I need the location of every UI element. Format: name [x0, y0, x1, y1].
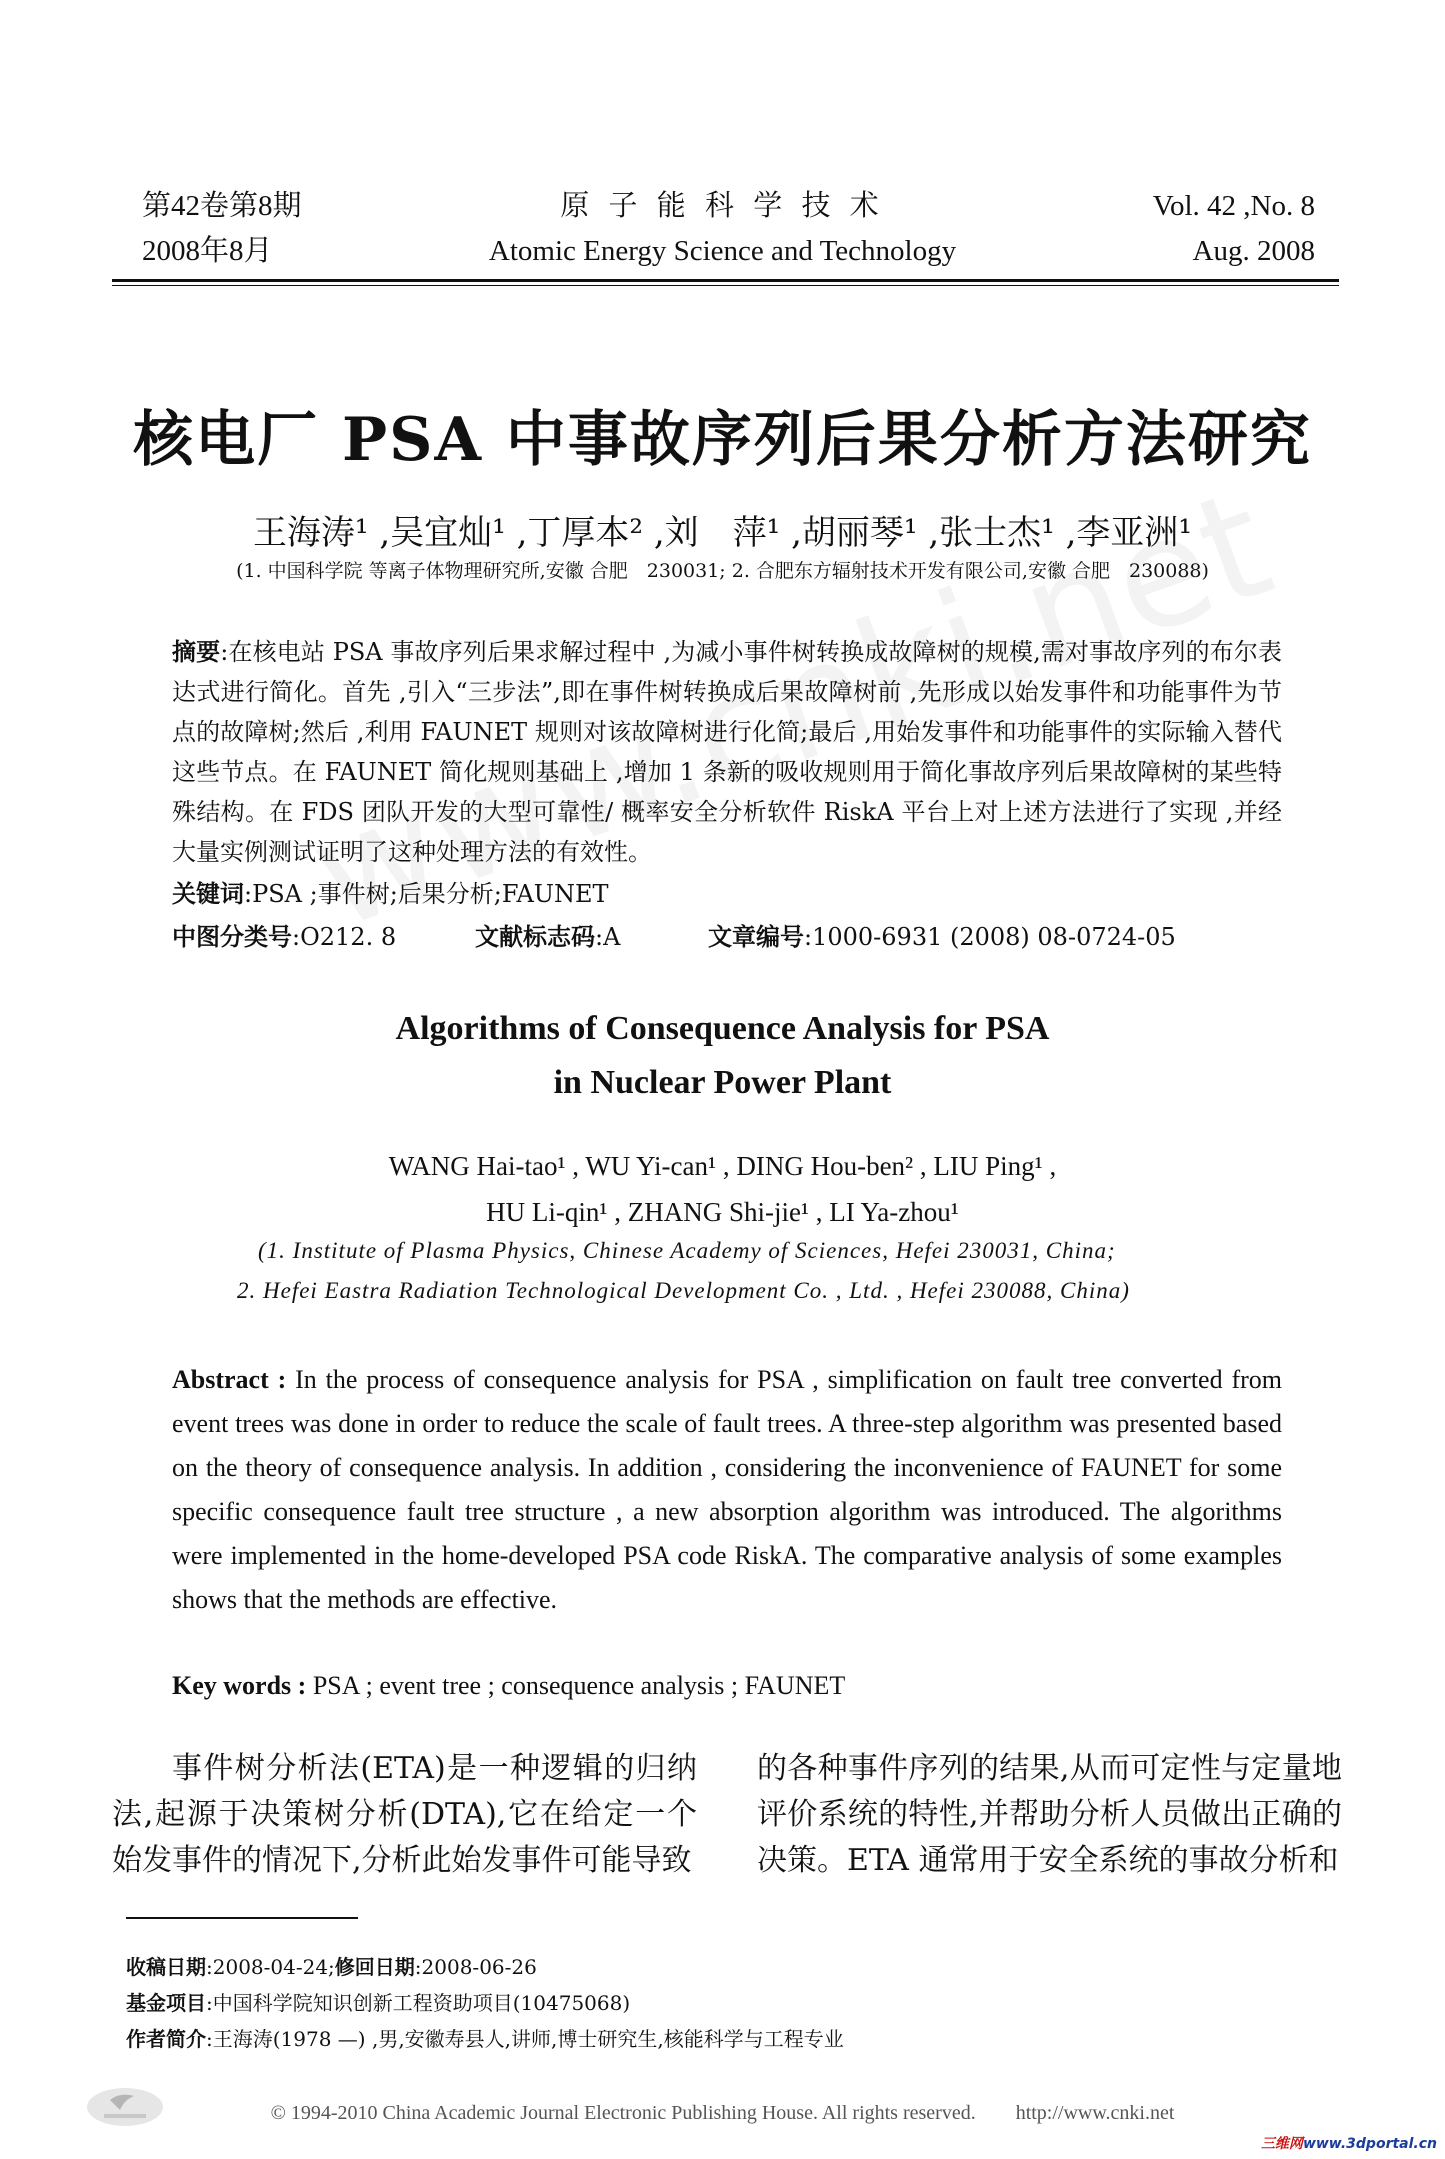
abstract-en: [172, 1358, 1282, 1622]
header-rule-thick: [112, 279, 1339, 282]
abstract-en-label: Abstract :: [172, 1365, 287, 1394]
body-column-right: [757, 1746, 1342, 1884]
clc-label: 中图分类号: [172, 922, 292, 951]
abstract-zh: [172, 632, 1282, 872]
journal-name-en: Atomic Energy Science and Technology: [488, 235, 957, 267]
bio-value: :王海涛(1978 —) ,男,安徽寿县人,讲师,博士研究生,核能科学与工程专业: [206, 2027, 844, 2051]
copyright-footer: © 1994-2010 China Academic Journal Electronic Publishing House. All rights reserved. http://www.cnki.net: [270, 2102, 1175, 2124]
abstract-en-text: In the process of consequence analysis for PSA , simplification on fault tree converted from event trees was done in order to reduce the scale of fault trees. A three-step algorithm was presented based on the theory of consequence analysis. In addition , considering the inconvenience of FAUNET for some specific consequence fault tree structure , a new absorption algorithm was introduced. The algorithms were implemented in the home-developed PSA code RiskA. The comparative analysis of some examples shows that the methods are effective.: [172, 1365, 1282, 1614]
volume-issue-zh: 第42卷第8期: [142, 190, 302, 222]
footnote-funding: [126, 1986, 630, 2020]
keywords-zh-label: 关键词: [172, 879, 244, 908]
body-column-left: [112, 1746, 697, 1884]
body-left-text: 事件树分析法(ETA)是一种逻辑的归纳法,起源于决策树分析(DTA),它在给定一个始发事件的情况下,分析此始发事件可能导致: [112, 1751, 697, 1878]
received-label: 收稿日期: [126, 1955, 206, 1979]
abstract-zh-label: 摘要: [172, 637, 221, 666]
article-no-label: 文章编号: [708, 922, 804, 951]
doc-code-value: :A: [595, 923, 621, 951]
footnote-author-bio: [126, 2022, 844, 2056]
authors-zh: 王海涛¹ ,吴宜灿¹ ,丁厚本² ,刘 萍¹ ,胡丽琴¹ ,张士杰¹ ,李亚洲¹: [252, 513, 1193, 553]
abstract-zh-text: :在核电站 PSA 事故序列后果求解过程中 ,为减小事件树转换成故障树的规模,需对事故序列的布尔表达式进行简化。首先 ,引入“三步法”,即在事件树转换成后果故障树前 ,先形成以始发事件和功能事件为节点的故障树;然后 ,利用 FAUNET 规则对该故障树进行化简;最后 ,用始发事件和功能事件的实际输入替代这些节点。在 FAUNET 简化规则基础上 ,增加 1 条新的吸收规则用于简化事故序列后果故障树的某些特殊结构。在 FDS 团队开发的大型可靠性/ 概率安全分析软件 RiskA 平台上对上述方法进行了实现 ,并经大量实例测试证明了这种处理方法的有效性。: [172, 638, 1282, 866]
body-right-text: 的各种事件序列的结果,从而可定性与定量地评价系统的特性,并帮助分析人员做出正确的决策。ETA 通常用于安全系统的事故分析和: [757, 1751, 1342, 1878]
keywords-en-label: Key words :: [172, 1671, 307, 1700]
clc-value: :O212. 8: [292, 923, 397, 951]
bio-label: 作者简介: [126, 2027, 206, 2051]
revised-value: :2008-06-26: [414, 1955, 537, 1979]
doc-code-label: 文献标志码: [475, 922, 595, 951]
site-badge-part1: 三维网: [1260, 2136, 1303, 2152]
date-zh: 2008年8月: [142, 235, 273, 267]
keywords-en: [172, 1664, 1282, 1708]
fund-label: 基金项目: [126, 1991, 206, 2015]
article-no-value: :1000-6931 (2008) 08-0724-05: [804, 923, 1176, 951]
volume-issue-en: Vol. 42 ,No. 8: [1152, 190, 1315, 222]
keywords-en-text: PSA ; event tree ; consequence analysis ; FAUNET: [306, 1671, 846, 1700]
footnote-dates: [126, 1950, 537, 1984]
keywords-zh: [172, 874, 1282, 914]
paper-title-zh: 核电厂 PSA 中事故序列后果分析方法研究: [133, 405, 1312, 475]
footnote-rule: [126, 1917, 358, 1919]
keywords-zh-text: :PSA ;事件树;后果分析;FAUNET: [244, 880, 609, 908]
authors-en-line2: HU Li-qin¹ , ZHANG Shi-jie¹ , LI Ya-zhou¹: [486, 1197, 959, 1227]
site-badge[interactable]: [1261, 2133, 1437, 2153]
fund-value: :中国科学院知识创新工程资助项目(10475068): [206, 1991, 631, 2015]
header-rule-thin: [112, 285, 1339, 286]
affiliations-zh: (1. 中国科学院 等离子体物理研究所,安徽 合肥 230031; 2. 合肥东方辐射技术开发有限公司,安徽 合肥 230088): [236, 560, 1209, 582]
affiliations-en-line1: (1. Institute of Plasma Physics, Chinese Academy of Sciences, Hefei 230031, China;: [258, 1238, 1116, 1263]
date-en: Aug. 2008: [1192, 235, 1315, 267]
affiliations-en-line2: 2. Hefei Eastra Radiation Technological Development Co. , Ltd. , Hefei 230088, China): [237, 1278, 1130, 1303]
revised-label: 修回日期: [334, 1955, 415, 1979]
paper-title-en-line1: Algorithms of Consequence Analysis for PSA: [395, 1010, 1050, 1047]
site-badge-part2: www.3dportal.cn: [1302, 2136, 1437, 2152]
authors-en-line1: WANG Hai-tao¹ , WU Yi-can¹ , DING Hou-ben² , LIU Ping¹ ,: [388, 1151, 1057, 1181]
paper-title-en-line2: in Nuclear Power Plant: [553, 1064, 892, 1101]
received-value: :2008-04-24;: [206, 1955, 335, 1979]
journal-name-zh: 原 子 能 科 学 技 术: [560, 190, 885, 222]
